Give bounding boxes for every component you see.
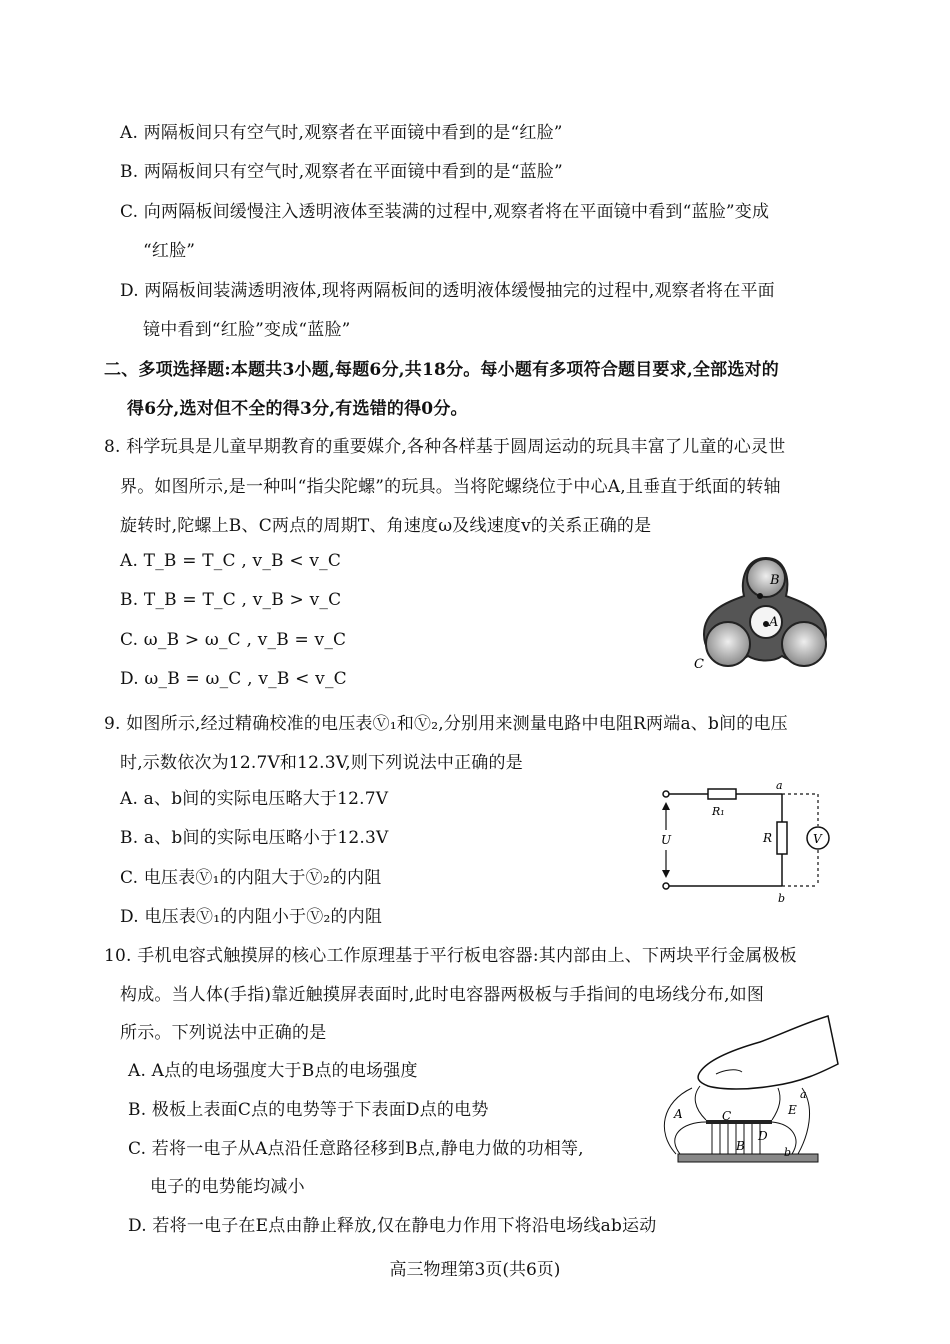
q10-stem-line2: 构成。当人体(手指)靠近触摸屏表面时,此时电容器两极板与手指间的电场线分布,如图 — [120, 985, 765, 1005]
section2-header-line2: 得6分,选对但不全的得3分,有选错的得0分。 — [127, 399, 468, 419]
touch-label-b: B — [736, 1139, 745, 1153]
q9-option-b: B. a、b间的实际电压略小于12.3V — [120, 828, 389, 848]
q7-option-b: B. 两隔板间只有空气时,观察者在平面镜中看到的是“蓝脸” — [120, 162, 563, 182]
q8-option-b: B. T_B = T_C , v_B > v_C — [120, 590, 342, 610]
circuit-label-a: a — [776, 779, 783, 792]
q8-stem-line2: 界。如图所示,是一种叫“指尖陀螺”的玩具。当将陀螺绕位于中心A,且垂直于纸面的转轴 — [120, 477, 781, 497]
q8-option-a: A. T_B = T_C , v_B < v_C — [120, 551, 342, 571]
touch-label-point-b: b — [784, 1146, 792, 1159]
touch-label-d: D — [758, 1129, 768, 1143]
spinner-label-c: C — [694, 657, 704, 672]
q8-stem-line3: 旋转时,陀螺上B、C两点的周期T、角速度ω及线速度v的关系正确的是 — [120, 516, 652, 536]
q10-stem-line1: 10. 手机电容式触摸屏的核心工作原理基于平行板电容器:其内部由上、下两块平行金属极板 — [104, 946, 797, 966]
touch-label-e: E — [788, 1103, 797, 1117]
touch-label-a: A — [674, 1107, 683, 1121]
q10-option-b: B. 极板上表面C点的电势等于下表面D点的电势 — [128, 1100, 489, 1120]
touchscreen-figure — [652, 1012, 842, 1172]
touch-label-point-a: a — [800, 1088, 807, 1101]
q7-option-d-line2: 镜中看到“红脸”变成“蓝脸” — [143, 320, 351, 340]
q8-option-c: C. ω_B > ω_C , v_B = v_C — [120, 630, 347, 650]
q10-option-c-line1: C. 若将一电子从A点沿任意路径移到B点,静电力做的功相等, — [128, 1139, 584, 1159]
q9-stem-line2: 时,示数依次为12.7V和12.3V,则下列说法中正确的是 — [120, 753, 523, 773]
circuit-label-u: U — [661, 833, 672, 847]
circuit-label-v: V — [813, 832, 822, 846]
q7-option-a: A. 两隔板间只有空气时,观察者在平面镜中看到的是“红脸” — [120, 123, 563, 143]
q8-stem-line1: 8. 科学玩具是儿童早期教育的重要媒介,各种各样基于圆周运动的玩具丰富了儿童的心灵世 — [104, 437, 786, 457]
q9-option-c: C. 电压表Ⓥ₁的内阻大于Ⓥ₂的内阻 — [120, 868, 382, 888]
q10-option-a: A. A点的电场强度大于B点的电场强度 — [128, 1061, 418, 1081]
q9-option-a: A. a、b间的实际电压略大于12.7V — [120, 789, 389, 809]
section2-header-line1: 二、多项选择题:本题共3小题,每题6分,共18分。每小题有多项符合题目要求,全部选对的 — [104, 360, 779, 380]
spinner-label-b: B — [770, 573, 780, 588]
q7-option-d-line1: D. 两隔板间装满透明液体,现将两隔板间的透明液体缓慢抽完的过程中,观察者将在平面 — [120, 281, 775, 301]
page-footer: 高三物理第3页(共6页) — [389, 1260, 561, 1280]
circuit-label-b: b — [778, 892, 786, 905]
fidget-spinner-figure — [690, 552, 840, 682]
q7-option-c-line1: C. 向两隔板间缓慢注入透明液体至装满的过程中,观察者将在平面镜中看到“蓝脸”变成 — [120, 202, 770, 222]
q8-option-d: D. ω_B = ω_C , v_B < v_C — [120, 669, 347, 689]
spinner-label-a: A — [769, 615, 779, 630]
circuit-label-r1: R₁ — [712, 805, 725, 818]
q10-option-c-line2: 电子的电势能均减小 — [150, 1177, 305, 1197]
q9-stem-line1: 9. 如图所示,经过精确校准的电压表Ⓥ₁和Ⓥ₂,分别用来测量电路中电阻R两端a、b间的电压 — [104, 714, 788, 734]
q10-stem-line3: 所示。下列说法中正确的是 — [120, 1023, 327, 1043]
touch-label-c: C — [722, 1109, 732, 1123]
q9-option-d: D. 电压表Ⓥ₁的内阻小于Ⓥ₂的内阻 — [120, 907, 383, 927]
circuit-label-r: R — [763, 831, 773, 845]
q10-option-d: D. 若将一电子在E点由静止释放,仅在静电力作用下将沿电场线ab运动 — [128, 1216, 657, 1236]
circuit-figure — [650, 778, 840, 908]
q7-option-c-line2: “红脸” — [143, 241, 196, 261]
